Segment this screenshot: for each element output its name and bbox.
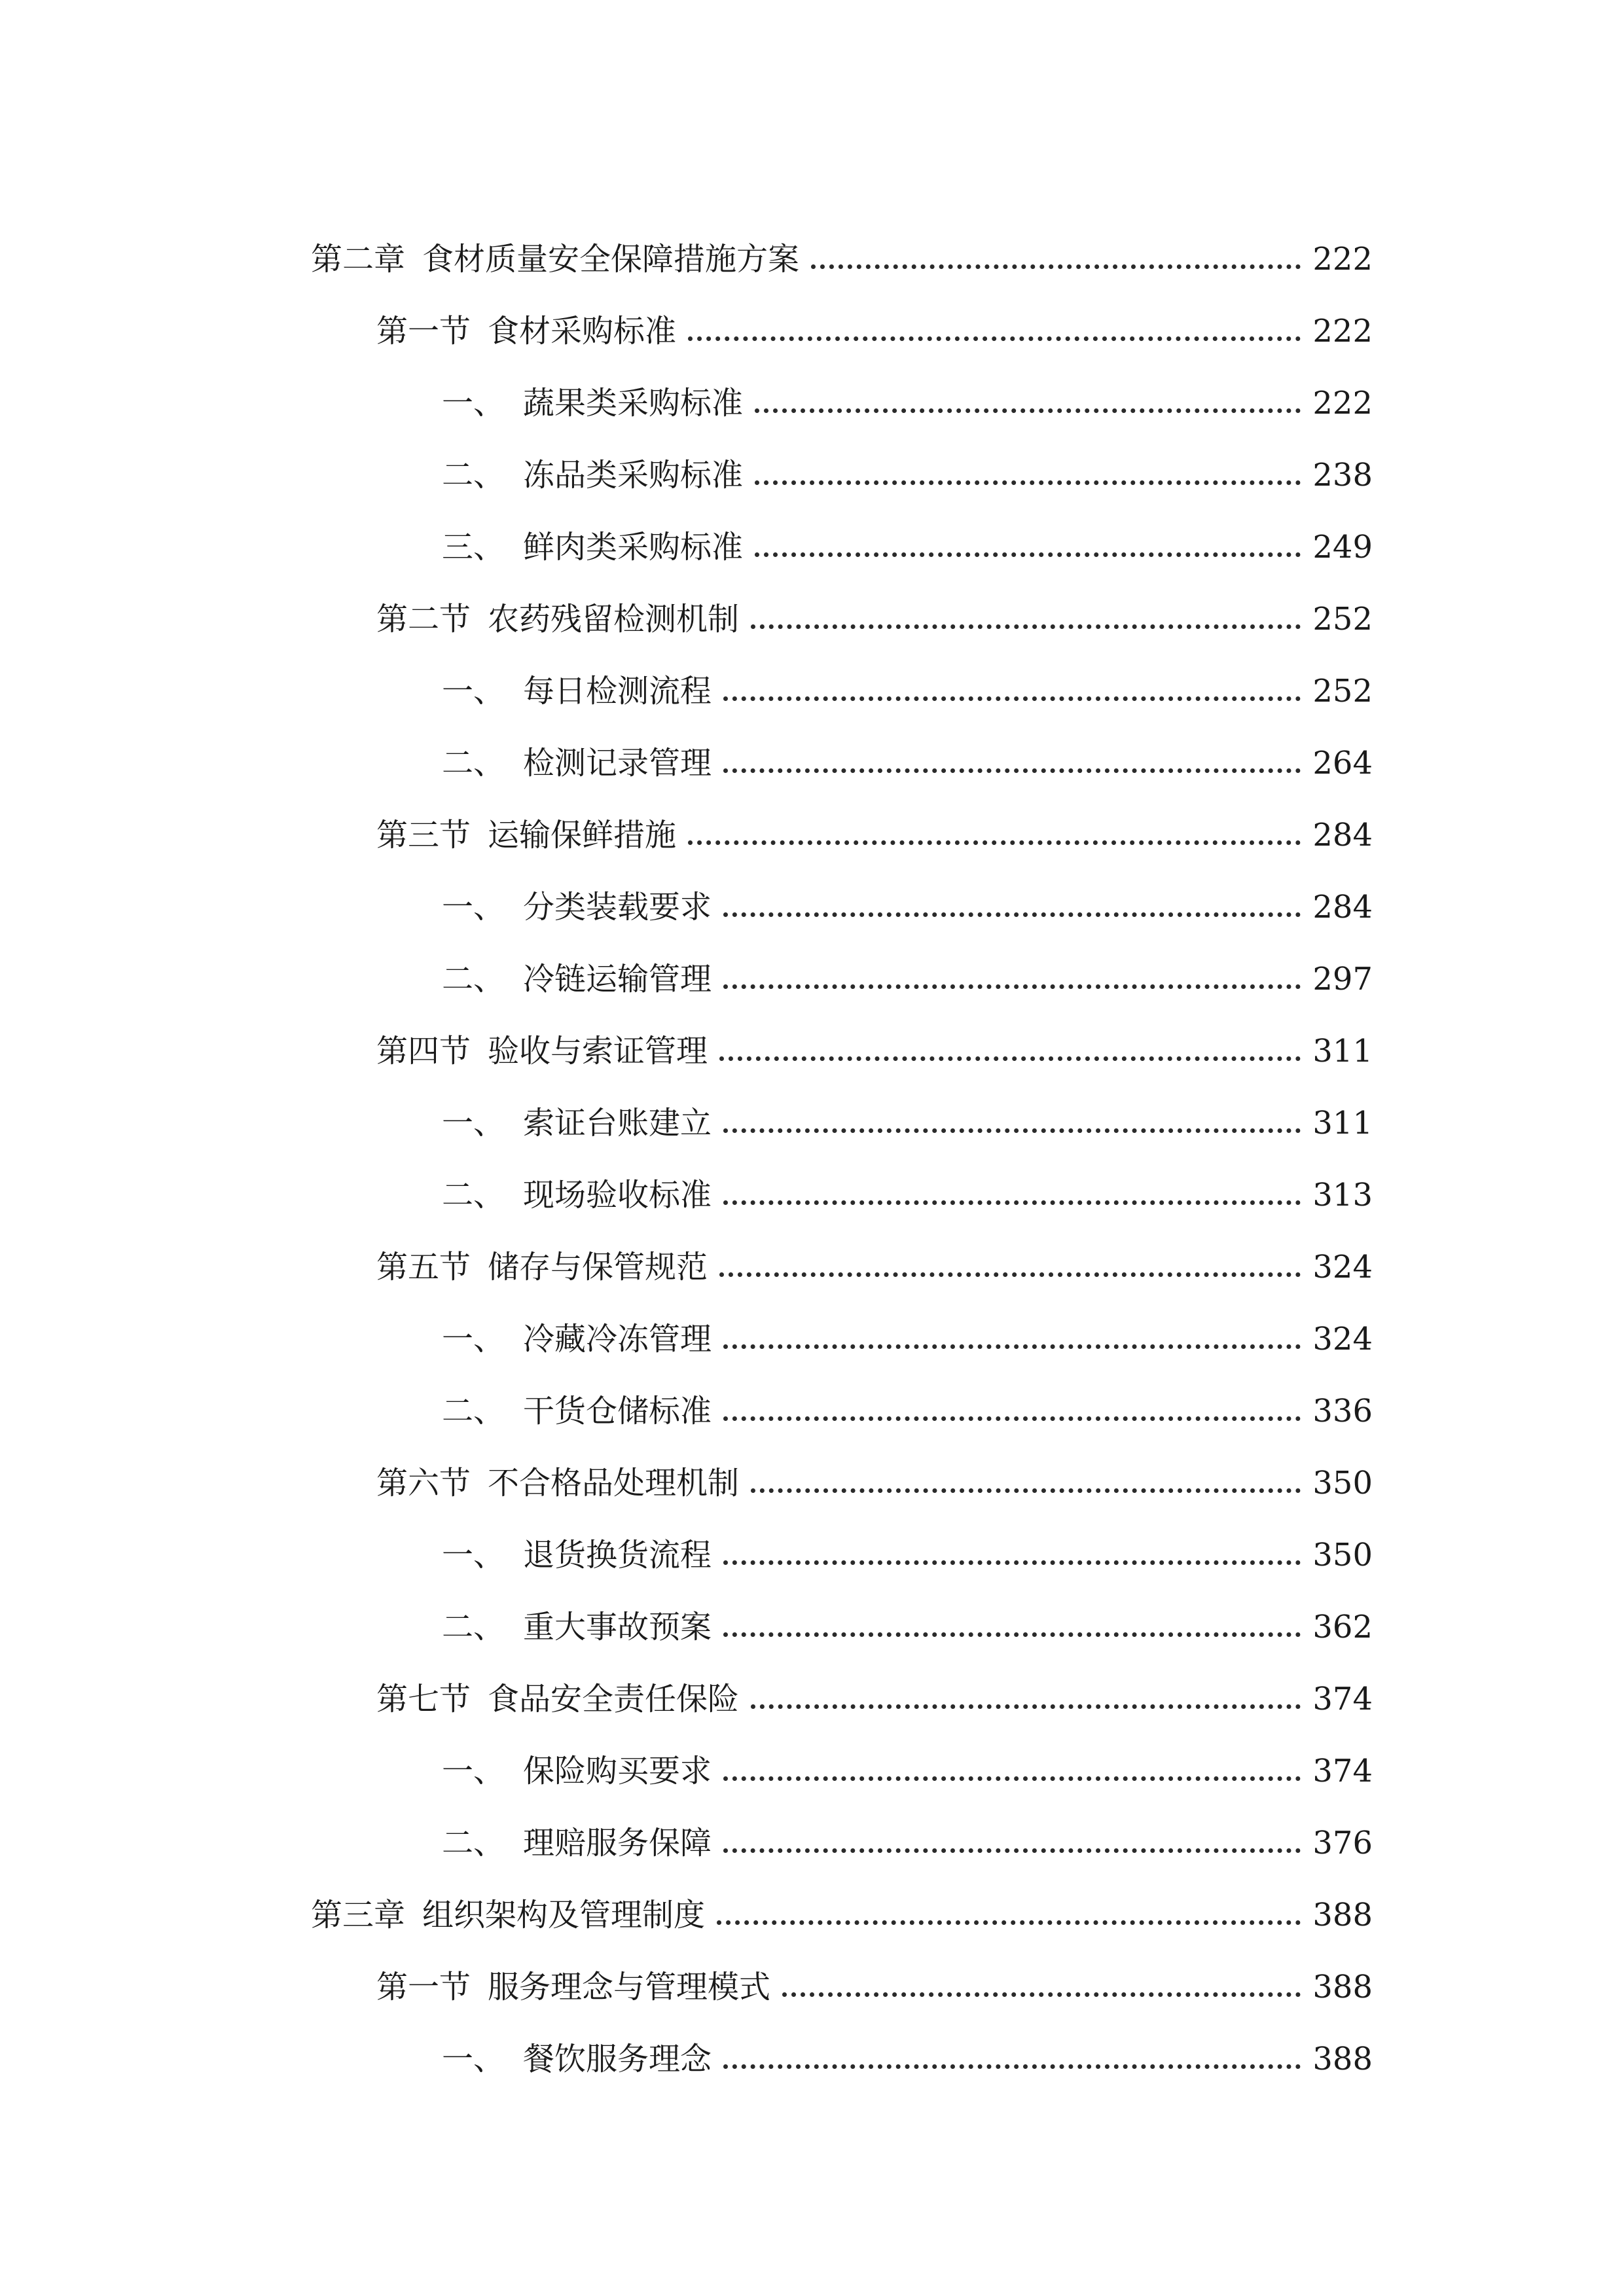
toc-page-number: 350 bbox=[1312, 1537, 1373, 1573]
toc-entry-number: 二、 bbox=[442, 745, 505, 781]
toc-entry-label bbox=[311, 459, 743, 491]
toc-page-number: 374 bbox=[1312, 1681, 1373, 1717]
toc-subsection-entry[interactable] bbox=[311, 2003, 1373, 2075]
toc-entry-number: 一、 bbox=[442, 1537, 505, 1573]
dot-leader bbox=[723, 1200, 1301, 1205]
toc-entry-number: 第六节 bbox=[376, 1465, 471, 1501]
toc-subsection-entry[interactable] bbox=[311, 347, 1373, 422]
toc-page-number: 284 bbox=[1312, 889, 1373, 925]
toc-subsection-entry[interactable] bbox=[311, 1499, 1373, 1571]
toc-page-number: 264 bbox=[1312, 745, 1373, 781]
toc-entry-label bbox=[311, 241, 800, 278]
toc-section-entry[interactable] bbox=[311, 275, 1373, 350]
toc-entry-title: 蔬果类采购标准 bbox=[523, 385, 744, 422]
toc-page-number: 222 bbox=[1312, 313, 1373, 350]
toc-entry-number: 一、 bbox=[442, 1321, 505, 1357]
dot-leader bbox=[719, 1056, 1301, 1061]
dot-leader bbox=[688, 336, 1301, 341]
toc-subsection-entry[interactable] bbox=[311, 1139, 1373, 1211]
toc-entry-label bbox=[311, 1323, 712, 1355]
toc-subsection-entry[interactable] bbox=[311, 1283, 1373, 1355]
dot-leader bbox=[723, 1416, 1301, 1421]
toc-entry-label bbox=[311, 1395, 712, 1427]
dot-leader bbox=[723, 1344, 1301, 1349]
toc-entry-title: 不合格品处理机制 bbox=[488, 1465, 740, 1501]
toc-entry-label bbox=[311, 531, 743, 563]
toc-entry-number: 一、 bbox=[442, 673, 505, 709]
dot-leader bbox=[723, 912, 1301, 917]
toc-entry-label bbox=[311, 819, 676, 851]
toc-page-number: 252 bbox=[1312, 673, 1373, 709]
toc-subsection-entry[interactable] bbox=[311, 707, 1373, 779]
toc-entry-title: 保险购买要求 bbox=[523, 1753, 712, 1789]
toc-entry-label bbox=[311, 963, 712, 995]
toc-entry-title: 服务理念与管理模式 bbox=[488, 1969, 771, 2005]
toc-entry-label bbox=[311, 1611, 712, 1643]
toc-entry-title: 理赔服务保障 bbox=[523, 1825, 712, 1861]
toc-page-number: 313 bbox=[1312, 1177, 1373, 1213]
toc-page-number: 311 bbox=[1312, 1105, 1373, 1141]
toc-entry-number: 一、 bbox=[442, 889, 505, 925]
toc-entry-title: 重大事故预案 bbox=[523, 1609, 712, 1645]
toc-page-number: 222 bbox=[1312, 385, 1373, 422]
toc-entry-label bbox=[311, 1107, 712, 1139]
toc-entry-title: 验收与索证管理 bbox=[488, 1033, 708, 1069]
toc-chapter-entry[interactable] bbox=[311, 203, 1373, 278]
toc-page-number: 311 bbox=[1312, 1033, 1373, 1069]
toc-page-number: 388 bbox=[1312, 1969, 1373, 2005]
toc-entry-label bbox=[311, 1035, 708, 1067]
toc-entry-label bbox=[311, 313, 677, 350]
toc-entry-label bbox=[311, 603, 739, 635]
toc-entry-title: 餐饮服务理念 bbox=[523, 2041, 712, 2077]
toc-page-number: 324 bbox=[1312, 1321, 1373, 1357]
dot-leader bbox=[719, 1272, 1301, 1277]
toc-entry-title: 食材质量安全保障措施方案 bbox=[422, 241, 800, 278]
toc-page-number: 238 bbox=[1312, 457, 1373, 493]
toc-entry-title: 干货仓储标准 bbox=[523, 1393, 712, 1429]
toc-entry-number: 第五节 bbox=[376, 1249, 471, 1285]
toc-subsection-entry[interactable] bbox=[311, 1787, 1373, 1859]
toc-entry-title: 食品安全责任保险 bbox=[488, 1681, 740, 1717]
toc-entry-number: 二、 bbox=[442, 457, 505, 493]
toc-entry-title: 组织架构及管理制度 bbox=[422, 1897, 706, 1933]
toc-chapter-entry[interactable] bbox=[311, 1859, 1373, 1931]
dot-leader bbox=[723, 984, 1301, 989]
toc-entry-label bbox=[311, 1539, 712, 1571]
toc-page-number: 297 bbox=[1312, 961, 1373, 997]
dot-leader bbox=[751, 624, 1301, 629]
dot-leader bbox=[723, 1128, 1301, 1133]
toc-entry-label bbox=[311, 1251, 708, 1283]
dot-leader bbox=[723, 1560, 1301, 1565]
dot-leader bbox=[723, 1632, 1301, 1637]
toc-page-number: 350 bbox=[1312, 1465, 1373, 1501]
toc-subsection-entry[interactable] bbox=[311, 923, 1373, 995]
toc-entry-number: 三、 bbox=[442, 529, 505, 565]
toc-subsection-entry[interactable] bbox=[311, 635, 1373, 707]
toc-page-number: 284 bbox=[1312, 817, 1373, 853]
toc-entry-title: 储存与保管规范 bbox=[488, 1249, 708, 1285]
toc-entry-label bbox=[311, 675, 712, 707]
toc-entry-number: 二、 bbox=[442, 1609, 505, 1645]
toc-page-number: 376 bbox=[1312, 1825, 1373, 1861]
toc-page-number: 249 bbox=[1312, 529, 1373, 565]
toc-page-number: 388 bbox=[1312, 1897, 1373, 1933]
dot-leader bbox=[755, 480, 1301, 485]
toc-entry-number: 一、 bbox=[442, 385, 505, 422]
dot-leader bbox=[751, 1704, 1301, 1709]
toc-subsection-entry[interactable] bbox=[311, 851, 1373, 923]
dot-leader bbox=[755, 408, 1301, 413]
dot-leader bbox=[717, 1920, 1301, 1925]
toc-entry-label bbox=[311, 1971, 770, 2003]
toc-section-entry[interactable] bbox=[311, 1931, 1373, 2003]
toc-entry-number: 一、 bbox=[442, 2041, 505, 2077]
toc-entry-label bbox=[311, 2043, 712, 2075]
toc-entry-title: 每日检测流程 bbox=[523, 673, 712, 709]
toc-page-number: 252 bbox=[1312, 601, 1373, 637]
toc-entry-number: 第七节 bbox=[376, 1681, 471, 1717]
toc-entry-title: 冻品类采购标准 bbox=[523, 457, 744, 493]
toc-page-number: 374 bbox=[1312, 1753, 1373, 1789]
dot-leader bbox=[751, 1488, 1301, 1493]
toc-entry-title: 冷藏冷冻管理 bbox=[523, 1321, 712, 1357]
toc-section-entry[interactable] bbox=[311, 1427, 1373, 1499]
dot-leader bbox=[723, 1776, 1301, 1781]
toc-entry-label bbox=[311, 385, 744, 422]
toc-page-number: 324 bbox=[1312, 1249, 1373, 1285]
toc-subsection-entry[interactable] bbox=[311, 1355, 1373, 1427]
toc-section-entry[interactable] bbox=[311, 1211, 1373, 1283]
toc-entry-number: 第二章 bbox=[311, 241, 406, 278]
toc-section-entry[interactable] bbox=[311, 563, 1373, 635]
toc-entry-number: 一、 bbox=[442, 1105, 505, 1141]
dot-leader bbox=[755, 552, 1301, 557]
dot-leader bbox=[723, 2064, 1301, 2069]
toc-entry-label bbox=[311, 747, 712, 779]
toc-entry-number: 二、 bbox=[442, 1825, 505, 1861]
toc-section-entry[interactable] bbox=[311, 779, 1373, 851]
toc-entry-label bbox=[311, 1179, 712, 1211]
toc-entry-title: 检测记录管理 bbox=[523, 745, 712, 781]
toc-entry-number: 第一节 bbox=[376, 313, 471, 350]
toc-entry-label bbox=[311, 1683, 739, 1715]
toc-entry-title: 索证台账建立 bbox=[523, 1105, 712, 1141]
dot-leader bbox=[688, 840, 1301, 845]
toc-entry-number: 第二节 bbox=[376, 601, 471, 637]
toc-page-number: 222 bbox=[1312, 241, 1373, 278]
toc-entry-label bbox=[311, 1755, 712, 1787]
toc-entry-title: 退货换货流程 bbox=[523, 1537, 712, 1573]
toc-entry-number: 二、 bbox=[442, 1393, 505, 1429]
toc-entry-number: 二、 bbox=[442, 1177, 505, 1213]
toc-entry-number: 二、 bbox=[442, 961, 505, 997]
toc-entry-label bbox=[311, 1827, 712, 1859]
dot-leader bbox=[723, 1848, 1301, 1853]
dot-leader bbox=[811, 264, 1301, 269]
toc-page-number: 336 bbox=[1312, 1393, 1373, 1429]
toc-entry-title: 食材采购标准 bbox=[488, 313, 677, 350]
toc-entry-number: 第四节 bbox=[376, 1033, 471, 1069]
toc-subsection-entry[interactable] bbox=[311, 1067, 1373, 1139]
toc-page-number: 388 bbox=[1312, 2041, 1373, 2077]
toc-entry-title: 运输保鲜措施 bbox=[488, 817, 677, 853]
toc-page-number: 362 bbox=[1312, 1609, 1373, 1645]
toc-subsection-entry[interactable] bbox=[311, 419, 1373, 491]
toc-entry-title: 鲜肉类采购标准 bbox=[523, 529, 744, 565]
toc-section-entry[interactable] bbox=[311, 1643, 1373, 1715]
toc-entry-title: 现场验收标准 bbox=[523, 1177, 712, 1213]
toc-entry-label bbox=[311, 891, 712, 923]
toc-subsection-entry[interactable] bbox=[311, 1571, 1373, 1643]
toc-subsection-entry[interactable] bbox=[311, 491, 1373, 563]
table-of-contents bbox=[311, 203, 1373, 2075]
dot-leader bbox=[723, 768, 1301, 773]
toc-entry-label bbox=[311, 1467, 739, 1499]
toc-subsection-entry[interactable] bbox=[311, 1715, 1373, 1787]
dot-leader bbox=[723, 696, 1301, 701]
toc-entry-title: 分类装载要求 bbox=[523, 889, 712, 925]
toc-entry-label bbox=[311, 1899, 705, 1931]
toc-entry-title: 冷链运输管理 bbox=[523, 961, 712, 997]
toc-entry-number: 第一节 bbox=[376, 1969, 471, 2005]
toc-entry-number: 一、 bbox=[442, 1753, 505, 1789]
toc-section-entry[interactable] bbox=[311, 995, 1373, 1067]
toc-entry-number: 第三章 bbox=[311, 1897, 406, 1933]
dot-leader bbox=[782, 1992, 1301, 1997]
toc-entry-number: 第三节 bbox=[376, 817, 471, 853]
toc-entry-title: 农药残留检测机制 bbox=[488, 601, 740, 637]
